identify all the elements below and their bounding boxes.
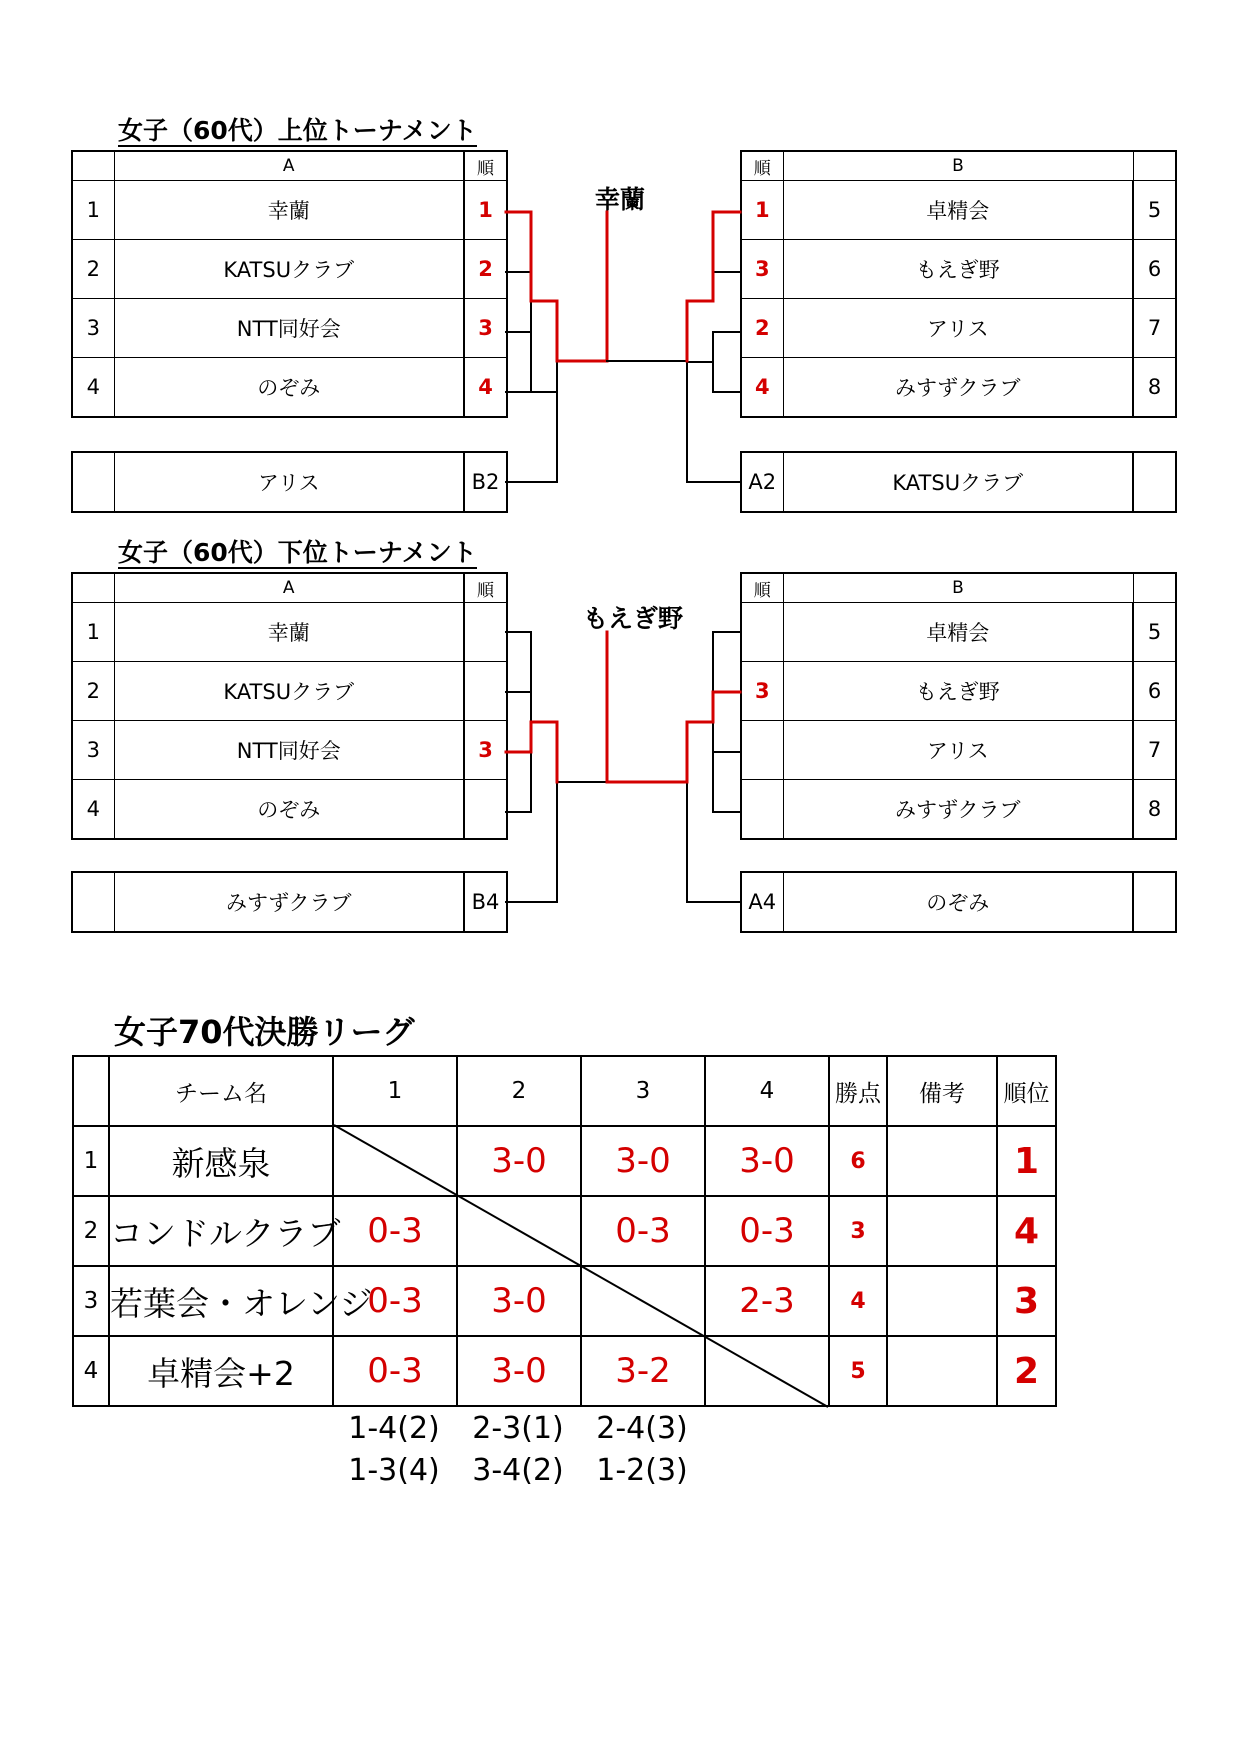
seed-label: A4 — [741, 872, 783, 932]
team-name: のぞみ — [114, 780, 464, 840]
rank-value: 3 — [741, 240, 783, 299]
team-name: のぞみ — [114, 358, 464, 418]
table-row: 2 KATSUクラブ 2 — [72, 240, 507, 299]
upper-tournament-title: 女子（60代）上位トーナメント — [118, 116, 477, 145]
match-order-item: 2-4(3) — [596, 1411, 688, 1446]
match-score: 3-2 — [581, 1336, 705, 1406]
rank-value: 3 — [464, 299, 507, 358]
match-order-column — [463, 1408, 573, 1492]
table-row: 卓精会 5 — [741, 603, 1176, 662]
rank-value: 2 — [997, 1336, 1056, 1406]
match-score: 3-0 — [705, 1126, 829, 1196]
table-row: 3 NTT同好会 3 — [72, 299, 507, 358]
table-row: 3 若葉会・オレンジ 0-3 3-0 2-3 4 3 — [73, 1266, 1056, 1336]
team-name: 新感泉 — [109, 1126, 333, 1196]
rank-value: 4 — [997, 1196, 1056, 1266]
team-name: みすずクラブ — [783, 358, 1133, 418]
match-order-column — [587, 1408, 697, 1492]
team-name: みすずクラブ — [114, 872, 464, 932]
opponent-2-header: 2 — [457, 1056, 581, 1126]
match-score: 3-0 — [457, 1336, 581, 1406]
rank-header: 順位 — [997, 1056, 1056, 1126]
rank-value: 3 — [997, 1266, 1056, 1336]
rank-value: 1 — [997, 1126, 1056, 1196]
rank-value: 2 — [741, 299, 783, 358]
points-value: 5 — [829, 1336, 887, 1406]
table-row: 1 幸蘭 1 — [72, 181, 507, 240]
team-name: コンドルクラブ — [109, 1196, 333, 1266]
team-name: NTT同好会 — [114, 299, 464, 358]
rank-header: 順 — [741, 151, 783, 181]
rank-value: 3 — [741, 662, 783, 721]
match-score: 0-3 — [333, 1196, 457, 1266]
team-name: KATSUクラブ — [114, 662, 464, 721]
table-row: 3 NTT同好会 3 — [72, 721, 507, 780]
match-score: 0-3 — [581, 1196, 705, 1266]
match-score: 3-0 — [457, 1266, 581, 1336]
rank-value: 4 — [741, 358, 783, 418]
group-header: A — [114, 151, 464, 181]
league-title: 女子70代決勝リーグ — [114, 1013, 415, 1051]
table-row: 2 コンドルクラブ 0-3 0-3 0-3 3 4 — [73, 1196, 1056, 1266]
team-name: NTT同好会 — [114, 721, 464, 780]
team-name: アリス — [783, 721, 1133, 780]
rank-value: 1 — [464, 181, 507, 240]
match-score: 3-0 — [457, 1126, 581, 1196]
points-value: 3 — [829, 1196, 887, 1266]
team-column-header: チーム名 — [109, 1056, 333, 1126]
match-order-item: 3-4(2) — [472, 1453, 564, 1488]
team-name: 幸蘭 — [114, 603, 464, 662]
team-name: 卓精会 — [783, 181, 1133, 240]
team-name: のぞみ — [783, 872, 1133, 932]
lower-tournament-title: 女子（60代）下位トーナメント — [118, 538, 477, 567]
table-row: 1 幸蘭 — [72, 603, 507, 662]
seed-label: B4 — [464, 872, 507, 932]
team-name: もえぎ野 — [783, 662, 1133, 721]
match-order-item: 1-4(2) — [348, 1411, 440, 1446]
upper-winner-label: 幸蘭 — [595, 185, 646, 214]
match-order-item: 2-3(1) — [472, 1411, 564, 1446]
table-row: 2 KATSUクラブ — [72, 662, 507, 721]
rank-value: 3 — [464, 721, 507, 780]
rank-header: 順 — [741, 573, 783, 603]
table-row: 3 もえぎ野 6 — [741, 240, 1176, 299]
table-row: 1 卓精会 5 — [741, 181, 1176, 240]
match-score: 0-3 — [333, 1266, 457, 1336]
match-score: 0-3 — [705, 1196, 829, 1266]
table-row: 4 みすずクラブ 8 — [741, 358, 1176, 418]
team-name: 若葉会・オレンジ — [109, 1266, 333, 1336]
lower-winner-label: もえぎ野 — [583, 604, 684, 633]
team-name: もえぎ野 — [783, 240, 1133, 299]
rank-value: 1 — [741, 181, 783, 240]
table-row: 4 のぞみ — [72, 780, 507, 840]
rank-header: 順 — [464, 151, 507, 181]
table-row: 3 もえぎ野 6 — [741, 662, 1176, 721]
team-name: 幸蘭 — [114, 181, 464, 240]
table-row: みすずクラブ 8 — [741, 780, 1176, 840]
table-row: 4 卓精会+2 0-3 3-0 3-2 5 2 — [73, 1336, 1056, 1406]
notes-header: 備考 — [887, 1056, 997, 1126]
team-name: 卓精会+2 — [109, 1336, 333, 1406]
rank-header: 順 — [464, 573, 507, 603]
opponent-4-header: 4 — [705, 1056, 829, 1126]
team-name: 卓精会 — [783, 603, 1133, 662]
team-name: KATSUクラブ — [783, 452, 1133, 512]
diagonal-line — [334, 1125, 828, 1407]
team-name: アリス — [114, 452, 464, 512]
table-row: 2 アリス 7 — [741, 299, 1176, 358]
rank-value: 4 — [464, 358, 507, 418]
match-order-item: 1-3(4) — [348, 1453, 440, 1488]
table-row: アリス 7 — [741, 721, 1176, 780]
rank-value: 2 — [464, 240, 507, 299]
seed-label: B2 — [464, 452, 507, 512]
team-name: KATSUクラブ — [114, 240, 464, 299]
opponent-3-header: 3 — [581, 1056, 705, 1126]
match-order-item: 1-2(3) — [596, 1453, 688, 1488]
group-header: A — [114, 573, 464, 603]
points-value: 6 — [829, 1126, 887, 1196]
table-row: 4 のぞみ 4 — [72, 358, 507, 418]
opponent-1-header: 1 — [333, 1056, 457, 1126]
group-header: B — [783, 573, 1133, 603]
match-score: 2-3 — [705, 1266, 829, 1336]
points-header: 勝点 — [829, 1056, 887, 1126]
match-score: 0-3 — [333, 1336, 457, 1406]
match-score: 3-0 — [581, 1126, 705, 1196]
team-name: アリス — [783, 299, 1133, 358]
group-header: B — [783, 151, 1133, 181]
match-order-column — [339, 1408, 449, 1492]
team-name: みすずクラブ — [783, 780, 1133, 840]
seed-label: A2 — [741, 452, 783, 512]
table-row: 1 新感泉 3-0 3-0 3-0 6 1 — [73, 1126, 1056, 1196]
points-value: 4 — [829, 1266, 887, 1336]
